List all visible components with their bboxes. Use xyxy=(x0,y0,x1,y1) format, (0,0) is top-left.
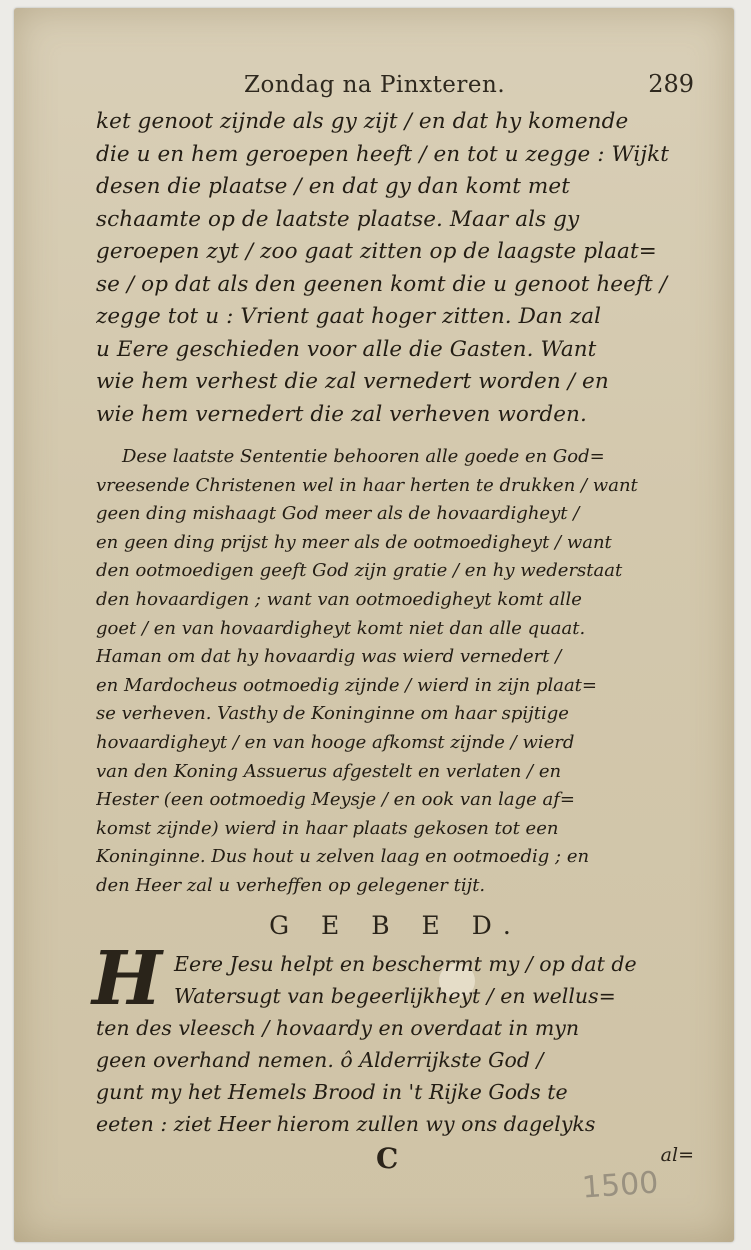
text-line: van den Koning Assuerus afgestelt en verlaten / en xyxy=(96,760,562,782)
text-line: desen die plaatse / en dat gy dan komt met xyxy=(96,174,570,199)
text-line: Koninginne. Dus hout u zelven laag en ootmoedig ; en xyxy=(96,846,590,868)
text-line: geroepen zyt / zoo gaat zitten op de laagste plaat= xyxy=(96,239,657,264)
text-line: wie hem verhest die zal vernedert worden / en xyxy=(96,369,609,394)
text-line: u Eere geschieden voor alle die Gasten. Want xyxy=(96,336,597,362)
text-line: den ootmoedigen geeft God zijn gratie / en hy wederstaat xyxy=(96,560,623,582)
running-head: Zondag na Pinxteren. xyxy=(244,72,506,98)
prayer-heading: G E B E D. xyxy=(269,910,523,940)
running-header xyxy=(92,70,696,106)
catchword: al= xyxy=(660,1143,694,1166)
page-content xyxy=(92,70,696,1180)
text-line: goet / en van hovaardigheyt komt niet dan alle quaat. xyxy=(96,617,586,639)
text-line: geen overhand nemen. ô Alderrijkste God / xyxy=(96,1047,544,1072)
text-line: Haman om dat hy hovaardig was wierd vernedert / xyxy=(96,646,562,668)
text-line: geen ding mishaagt God meer als de hovaardigheyt / xyxy=(96,503,580,525)
text-line: den hovaardigen ; want van ootmoedigheyt komt alle xyxy=(96,588,582,610)
text-line: en geen ding prijst hy meer als de ootmoedigheyt / want xyxy=(96,531,612,553)
pencil-annotation: 1500 xyxy=(580,1165,660,1206)
page-number: 289 xyxy=(648,70,694,98)
signature-mark: C xyxy=(376,1141,399,1175)
text-line: zegge tot u : Vrient gaat hoger zitten. Dan zal xyxy=(96,304,602,329)
text-line: ten des vleesch / hovaardy en overdaat in myn xyxy=(96,1015,580,1040)
text-line: wie hem vernedert die zal verheven worden. xyxy=(96,401,587,427)
text-line: se verheven. Vasthy de Koninginne om haar spijtige xyxy=(96,703,569,725)
text-line: ket genoot zijnde als gy zijt / en dat hy komende xyxy=(96,109,629,134)
prayer-paragraph xyxy=(92,935,696,1140)
text-line: Hester (een ootmoedig Meysje / en ook van lage af= xyxy=(96,789,576,811)
text-line: hovaardigheyt / en van hooge afkomst zijnde / wierd xyxy=(96,731,575,753)
text-line: Watersugt van begeerlijkheyt / en wellus= xyxy=(174,983,616,1008)
text-line: se / op dat als den geenen komt die u genoot heeft / xyxy=(96,271,668,297)
text-line: en Mardocheus ootmoedig zijnde / wierd in zijn plaat= xyxy=(96,674,597,696)
text-line: die u en hem geroepen heeft / en tot u zegge : Wijkt xyxy=(96,141,669,167)
book-page xyxy=(14,8,734,1242)
text-line: gunt my het Hemels Brood in 't Rijke Gods te xyxy=(96,1079,568,1104)
text-line: schaamte op de laatste plaatse. Maar als gy xyxy=(96,206,580,232)
drop-cap: H xyxy=(92,935,162,1022)
text-line: Dese laatste Sententie behooren alle goede en God= xyxy=(122,446,605,467)
text-line: komst zijnde) wierd in haar plaats gekosen tot een xyxy=(96,817,559,839)
text-line: den Heer zal u verheffen op gelegener tijt. xyxy=(96,874,486,896)
text-line: vreesende Christenen wel in haar herten te drukken / want xyxy=(96,474,638,496)
text-line: Eere Jesu helpt en beschermt my / op dat de xyxy=(174,951,637,976)
commentary-paragraph xyxy=(96,443,696,901)
gospel-text-paragraph xyxy=(96,106,696,431)
text-line: eeten : ziet Heer hierom zullen wy ons dagelyks xyxy=(96,1111,596,1136)
